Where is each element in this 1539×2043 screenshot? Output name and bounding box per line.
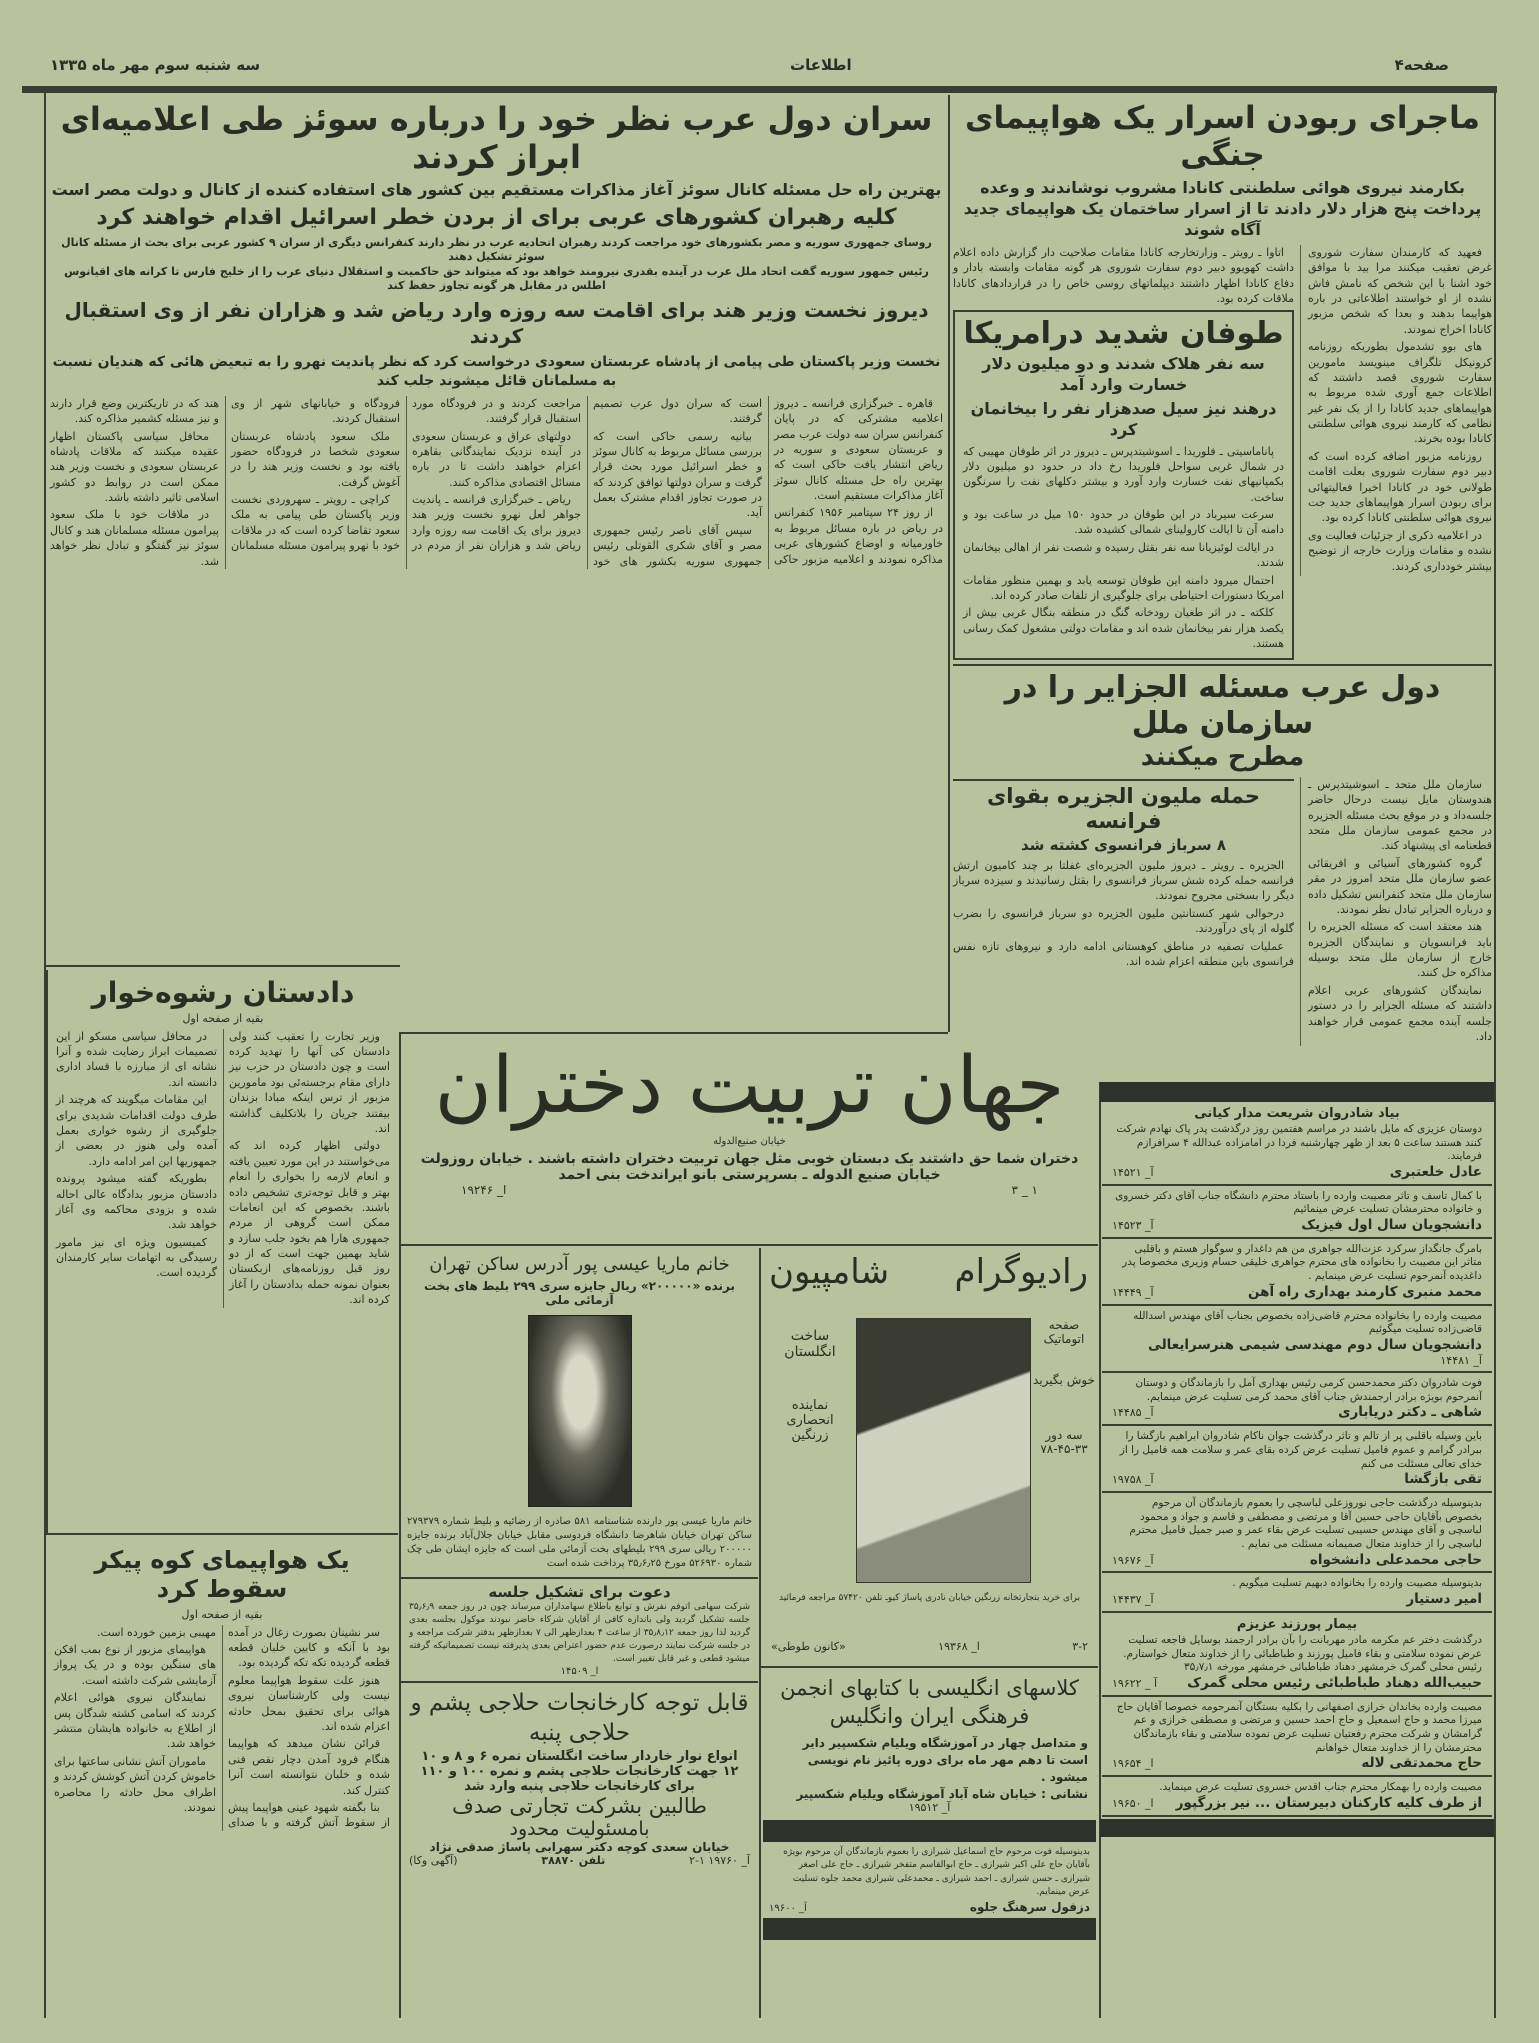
article-body xyxy=(56,1029,390,1308)
paragraph: اتاوا ـ رویتر ـ وزارتخارجه کانادا مقامات صلاحیت دار گزارش داده اعلام داشت کهویوو دبیر دوم سفارت شوروی هر گونه مقامات وابسته بادار و دفاع کانادا اظهار داشتند دیپلماتهای روسی خاص را در قراردادهای کانادا ملاقات کرده بود. xyxy=(953,245,1294,305)
notice-text: مصیبت وارده بخاندان خرازی اصفهانی را بکلیه بستگان آنمرحومه خصوصا آقایان حاج میرزا محمد و حاج اسمعیل و حاج احمد حسین و مرتضی و مصطفی خرازی و عم گرامشان و شرکت محترم رفعتیان تسلیت عرض نموده سلامتی و بقاء بازماندگان محترمشان را از خداوند متعال خواهانم xyxy=(1116,1700,1482,1754)
notice-code: ا_ ۱۹۶۵۴ xyxy=(1112,1757,1154,1771)
ad-title: خانم ماریا عیسی پور آدرس ساکن تهران xyxy=(429,1254,730,1275)
ad-code-right: ۱ _ ۳ xyxy=(1011,1182,1038,1197)
paragraph: های بوو تشدمول بطوریکه روزنامه کرونیکل تلگراف مینویسد مامورین سفارت شوروی قصد داشتند که اطلاعات جمع آوری شده مربوط به هواپیماهای جدید کانادا را از یک نفر غیر نظامی که کارمند نیروی هوائی سلطنتی کانادا بوده بخرند. xyxy=(1308,340,1492,446)
ad-agency: «کانون طوطی» xyxy=(771,1640,846,1653)
notice-code: ا_ ۱۹۶۵۰ xyxy=(1112,1796,1154,1810)
ad-code-2: ا_ ۱۹۳۶۸ xyxy=(938,1640,980,1653)
ad-body: شرکت سهامی اتوفم نفرش و توابع باطلاع سهامداران میرساند چون در روز جمعه ۳۵٫۶٫۹ جلسه تشکیل گردید ولی باندازه کافی از آقایان شرکاء حاضر نبودند موکول بجلسه بعدی گردید لذا روز جمعه ۳۵٫۸٫۱۲ از ساعت ۴ بعدازظهر الی ۷ بعدازظهر بدفتر شرکت مراجعه و در جلسه شرکت نمایند درصورت عدم حضور اعتراض بعدی پذیرفته نیست تصمیماتیکه گرفته میشود قطعی و غیر قابل تغییر است. xyxy=(409,1602,751,1665)
ad-body: و متداصل چهار در آموزشگاه ویلیام شکسپیر دایر است تا دهم مهر ماه برای دوره پائیز نام نویسی میشود . xyxy=(802,1735,1088,1785)
obituary-notice xyxy=(1102,1573,1492,1613)
article-body xyxy=(953,858,1294,970)
hear-label: خوش بگیرید xyxy=(1033,1373,1095,1387)
notice-code: آ _ ۱۹۶۲۲ xyxy=(1112,1676,1158,1690)
ad-line-2: ۱۲ جهت کارخانجات حلاجی پشم و نمره ۱۰۰ و ۱۱۰ xyxy=(420,1764,739,1780)
article-body xyxy=(963,444,1284,652)
notice-signature: امیر دستیار xyxy=(1406,1591,1482,1608)
ad-hallaji xyxy=(401,1683,758,1873)
headline: دول عرب مسئله الجزایر را در سازمان ملل xyxy=(1004,669,1441,741)
ad-brand: شامپیون xyxy=(769,1252,890,1292)
notice-code: آ_ ۱۴۵۲۳ xyxy=(1112,1218,1154,1232)
notice-signature: دانشجویان سال اول فیزیک xyxy=(1301,1216,1482,1233)
lead-2: رئیس جمهور سوریه گفت اتحاد ملل عرب در آینده بقدری نیرومند خواهد بود که میتواند حق حاکمیت و استقلال دنیای عرب را از خلیج فارس تا کرانه های اقیانوس اطلس در مقابل هر گونه تجاوز حفظ کند xyxy=(64,264,929,293)
obituary-notice xyxy=(1102,1306,1492,1373)
divider xyxy=(953,664,1492,666)
ad-line-3: برای کارخانجات حلاجی پنبه وارد شد xyxy=(464,1779,695,1795)
notice-signature: حاج محمدتقی لاله xyxy=(1361,1755,1482,1772)
auto-label: صفحه اتوماتیک xyxy=(1043,1318,1085,1346)
black-bar xyxy=(1100,1819,1494,1837)
ad-code: آ_ ۱۹۷۶۰ ۱-۲ xyxy=(689,1854,750,1868)
ad-footer: برای خرید بتجارتخانه زرنگین خیابان نادری پاساژ کیوـ تلفن ۵۷۴۲۰ مراجعه فرمائید xyxy=(778,1593,1081,1603)
article-plane-crash xyxy=(46,1540,398,1837)
ad-company: طالبین بشرکت تجارتی صدف xyxy=(452,1794,707,1819)
made-in-label: ساخت انگلستان xyxy=(784,1328,836,1360)
subheadline: سه نفر هلاک شدند و دو میلیون دلار خسارت وارد آمد xyxy=(982,354,1265,395)
ad-lottery-winner xyxy=(401,1248,758,1579)
winner-photo xyxy=(528,1315,632,1507)
paragraph: احتمال میرود دامنه این طوفان توسعه یابد و بهمین منظور مقامات امریکا دستورات احتیاطی برای جلوگیری از تلفات صادر کرده اند. xyxy=(963,573,1284,603)
ad-line-1: دختران شما حق داشتند یک دبستان خوبی مثل جهان تربیت دختران داشته باشند . خیابان روزولت xyxy=(420,1150,1079,1167)
notice-text: بدینوسیله درگذشت حاجی نوروزعلی لباسچی را بعموم بازماندگان آن مرحوم بخصوص بآقایان حاجی حسین آقا و مرتضی و مصطفی و قاسم و جواد و محمود لباسچی و آقای مهندس حسیبی تسلیت عرض بقاء عمر و صبر جمیل فامیل محترم لباسچی را از خداوند متعال صمیمانه مسئلت می نمایم . xyxy=(1129,1497,1482,1550)
headline: حمله ملیون الجزیره بقوای فرانسه xyxy=(987,783,1260,833)
paragraph: این مقامات میگویند که هرچند از طرف دولت اقدامات شدیدی برای جلوگیری از رشوه خواری بعمل آمده ولی هنوز در بعضی از جمهوریها این امر ادامه دارد. xyxy=(56,1093,217,1168)
notice-signature: دانشجویان سال دوم مهندسی شیمی هنرسرایعالی xyxy=(1147,1336,1482,1353)
notice-code: آ_ ۱۴۴۴۹ xyxy=(1112,1285,1154,1299)
obituary-notice xyxy=(1102,1186,1492,1239)
article-storm xyxy=(953,310,1294,659)
paragraph: در اعلامیه ذکری از جزئیات فعالیت وی نشده و مقامات وزارت خارجه از توضیح بیشتر خودداری کردند. xyxy=(1308,528,1492,573)
notice-code: آ_ ۱۹۷۵۸ xyxy=(1112,1473,1154,1487)
paragraph: هواپیمای مزبور از نوع بمب افکن های سنگین بوده و در یک پرواز آزمایشی شرکت داشته است. xyxy=(54,1642,216,1687)
top-right-block xyxy=(953,100,1492,1046)
ad-english-classes xyxy=(761,1668,1098,1820)
paragraph: بطوریکه گفته میشود پرونده دادستان مزبور بدادگاه عالی احاله شده و بزودی محاکمه وی آغاز خواهد شد. xyxy=(56,1172,217,1232)
article-body xyxy=(1300,777,1492,1047)
column-divider xyxy=(948,95,950,1032)
paragraph: قرائن نشان میدهد که هواپیما هنگام فرود آمدن دچار نقص فنی شده و خلبان نتوانسته است آنرا کنترل کند. xyxy=(228,1737,390,1797)
ad-meeting-invitation xyxy=(401,1579,758,1683)
article-body xyxy=(50,396,943,569)
notice-text: درگذشت دختر عم مکرمه مادر مهربانت را بآن برادر ارجمند بوسایل فاجعه تسلیت عرض نموده سلامتی و بقاء فامیل پورزند و طباطبائی را از خداوند متعال خواستارم. رئیس محلی گمرک خرمشهر دهناد طباطبائی خرمشهر مورخه ۳۵٫۷٫۱ xyxy=(1123,1633,1482,1674)
notice-code: آ_ ۱۴۴۸۵ xyxy=(1112,1406,1154,1420)
paragraph: هند معتقد است که مسئله الجزیره را باید فرانسویان و نمایندگان الجزیره خارج از سازمان ملل متحد بوسیله مذاکره حل کنند. xyxy=(1308,920,1492,980)
ad-title: جهان تربیت دختران xyxy=(434,1041,1065,1131)
ad-code: ۳-۲ xyxy=(1072,1640,1088,1653)
notice-signature: شاهی ـ دکتر دریاباری xyxy=(1338,1404,1482,1421)
paragraph: در ایالت لوئیزیانا سه نفر بقتل رسیده و شصت نفر از اهالی بیخانمان شدند. xyxy=(963,540,1284,570)
notice-signature: از طرف کلیه کارکنان دبیرستان ... نیر بزرگپور xyxy=(1175,1794,1482,1811)
paragraph: نمایندگان کشورهای عربی اعلام داشتند که مسئله الجزایر را در دستور جلسه آینده مجمع عمومی قرار خواهند داد. xyxy=(1308,983,1492,1044)
subheadline: بهترین راه حل مسئله کانال سوئز آغاز مذاکرات مستقیم بین کشور های استفاده کننده از کانال و دولت مصر است xyxy=(51,179,942,199)
paragraph: بیانیه رسمی حاکی است که بررسی مسائل مربوط به کانال سوئز و خطر اسرائیل مورد بحث قرار گرفت و سران دولتها توافق کردند که در صورت تجاوز اقدام مشترک بعمل آید. xyxy=(593,429,762,520)
paragraph: سازمان ملل متحد ـ اسوشیتدپرس ـ هندوستان مایل نیست درحال حاضر جلسه‌داد و در موقع بحث مسئله الجزیره در مجمع عمومی سازمان ملل متحد قطعنامه ای پیشنهاد کند. xyxy=(1308,777,1492,853)
subheadline-nehru: دیروز نخست وزیر هند برای اقامت سه روزه وارد ریاض شد و هزاران نفر از وی استقبال کردند xyxy=(64,298,929,349)
ad-girls-school xyxy=(401,1036,1098,1246)
subheadline-india: درهند نیز سیل صدهزار نفر را بیخانمان کرد xyxy=(970,398,1277,439)
ad-caption: خانم ماریا عیسی پور دارنده شناسنامه ۵۸۱ صادره از رضائیه و بلیط شماره ۲۷۹۳۷۹ ساکن تهران خیابان شاهرضا دانشگاه فردوسی مقابل خیابان جلال‌آباد برنده جایزه ۲۰۰۰۰۰ ریالی سری ۲۹۹ بلیطهای بخت آزمائی ملی است که جایزه ایشان طی چک شماره ۵۲۶۹۳۰ مورخ ۳۵٫۶٫۲۵ پرداخت شده است xyxy=(407,1516,753,1569)
paragraph: بنا بگفته شهود عینی هواپیما پیش از سقوط آتش گرفته و با صدای مهیبی بزمین خورده است. xyxy=(96,1625,390,1830)
black-bar xyxy=(763,1918,1096,1940)
ad-title: کلاسهای انگلیسی با کتابهای انجمن فرهنگی ایران وانگلیس xyxy=(780,1676,1079,1729)
notice-code: آ_ ۱۹۶۰۰ xyxy=(769,1902,807,1914)
continued-label: بقیه از صفحه اول xyxy=(181,1607,263,1621)
article-body xyxy=(953,245,1294,307)
obituary-notice xyxy=(1102,1373,1492,1426)
obituary-notice xyxy=(1102,1239,1492,1306)
subheadline: ۸ سرباز فرانسوی کشته شد xyxy=(1021,836,1226,855)
obituary-notice xyxy=(1102,1102,1492,1186)
notice-text: مصیبت وارده را بهمکار محترم جناب اقدس خسروی تسلیت عرض مینماید. xyxy=(1159,1781,1482,1794)
headline: طوفان شدید درامریکا xyxy=(963,316,1284,352)
ad-title: رادیوگرام xyxy=(954,1252,1088,1292)
article-body xyxy=(54,1625,390,1831)
paragraph: الجزیره ـ رویتر ـ دیروز ملیون الجزیره‌ای غفلتا بر چند کامیون ارتش فرانسه حمله کرده شش سرباز فرانسوی را بقتل رسانیدند و سیزده سرباز دیگر را بسختی مجروح نمودند. xyxy=(953,858,1294,903)
notice-text: دوستان عزیزی که مایل باشند در مراسم هفتمین روز درگذشت پدر پاک نهادم شرکت کنند هستند ساعت ۵ بعد از ظهر چهارشنبه فردا در امامزاده عبدالله ۴ سرافرازم فرمایند. xyxy=(1116,1122,1482,1163)
ad-radiogram xyxy=(761,1248,1098,1668)
speeds-label: سه دور ۳۳-۴۵-۷۸ xyxy=(1040,1428,1088,1456)
ad-company-2: بامسئولیت محدود xyxy=(509,1818,650,1841)
ad-code: آ_ ۱۹۵۱۲ xyxy=(908,1800,951,1814)
notice-body: بدینوسیله فوت مرحوم حاج اسماعیل شیرازی را بعموم بازماندگان آن مرحوم بویژه بآقایان حاج علی اکبر شیرازی ـ حاج ابوالقاسم متفخر شیرازی ـ حاج علی اصغر شیرازی ـ حسن شیرازی ـ احمد شیرازی ـ محمدعلی شیرازی محمد جلوه تسلیت عرض مینمایم. xyxy=(783,1846,1090,1898)
ad-code-left: ا_ ۱۹۲۴۶ xyxy=(461,1182,507,1197)
paragraph: نمایندگان نیروی هوائی اعلام کردند که اسامی کشته شدگان پس از اطلاع به خانواده هایشان منتشر خواهد شد. xyxy=(54,1691,216,1751)
paragraph: کمیسیون ویژه ای نیز مامور رسیدگی به اتهامات سایر کارمندان گردیده است. xyxy=(56,1235,217,1280)
notice-text: مصیبت وارده را بخانواده محترم قاضی‌زاده بخصوص بجناب آقای مهندس اسدالله قاضی‌زاده تسلیت میگوئیم xyxy=(1133,1309,1482,1336)
notice-title: بیاد شادروان شریعت مدار کیانی xyxy=(1194,1106,1400,1121)
paragraph: پاناماسیتی ـ فلوریدا ـ اسوشیتدپرس ـ دیروز در اثر طوفان مهیبی که در شمال غربی سواحل فلوریدا رخ داد در حدود دو میلیون دلار بکمپانیهای نفت خسارت وارد آورد و بیشتر دکلهای نفت را سرنگون ساخت. xyxy=(963,444,1284,504)
ad-agency: (آگهی وکا) xyxy=(409,1854,458,1868)
divider xyxy=(400,1032,948,1034)
subheadline-2: کلیه رهبران کشورهای عربی برای از بردن خطر اسرائیل اقدام خواهند کرد xyxy=(96,204,897,230)
article-algeria-un xyxy=(953,670,1492,1047)
paragraph: فعهید که کارمندان سفارت شوروی غرض تعقیب میکنند مرا بید با موافق خود اشنا با این شخص که نامش فاش نشده از او خواستند اطلاعاتی در باره هواپیما بدهند و بعدا که شخص مزبور کانادا اخراج نمودند. xyxy=(1308,245,1492,336)
continued-label: بقیه از صفحه اول xyxy=(182,1011,264,1025)
frame-right xyxy=(1494,93,1496,2018)
paragraph: ملک سعود پادشاه عربستان سعودی شخصا در فرودگاه حضور یافته بود و نخست وزیر هند را در آغوش گرفت. xyxy=(231,429,400,489)
paragraph: سر نشینان بصورت زغال در آمده بود با آنکه و کابین خلبان قطعه قطعه گردیده تکه تکه گردیده بود. xyxy=(228,1625,390,1670)
notice-text: باین وسیله باقلبی پر از تالم و تاثر درگذشت جوان ناکام شادروان ابراهیم بازگشا را ببرادر گرامم و عموم فامیل تسلیت عرض کرده بقای عمر و سلامت همه فامیل را از خدای تعالی مسئلت می کنم xyxy=(1119,1430,1482,1470)
divider xyxy=(45,965,400,967)
notice-text: بدینوسیله مصیبت وارده را بخانواده دبهیم تسلیت میگویم . xyxy=(1232,1577,1482,1590)
paragraph: سرعت سیرباد در این طوفان در حدود ۱۵۰ میل در ساعت بود و دامنه آن تا ایالت کارولینای شمالی کشیده شد. xyxy=(963,508,1284,537)
black-bar xyxy=(1100,1082,1494,1102)
ad-stack-right xyxy=(761,1248,1098,1940)
obituary-notice xyxy=(1102,1777,1492,1817)
subheadline: بکارمند نیروی هوائی سلطنتی کانادا مشروب نوشاندند و وعده پرداخت پنج هزار دلار دادند تا از اسرار ساختمان یک هواپیمای جدید آگاه شوند xyxy=(963,178,1482,239)
obituary-notice xyxy=(1102,1697,1492,1777)
notice-signature: حاجی محمدعلی دانشخواه xyxy=(1309,1551,1482,1568)
obituary-notice xyxy=(1102,1493,1492,1573)
paragraph: گروه کشورهای آسیائی و افریقائی عضو سازمان ملل متحد امروز در مقر سازمان ملل متحد کنفرانس تشکیل داده و درباره الجزایر تبادل نظر نمودند. xyxy=(1308,856,1492,916)
ad-subtitle: برنده «۲۰۰۰۰۰» ریال جایزه سری ۲۹۹ بلیط های بخت آزمائی ملی xyxy=(423,1279,735,1307)
paragraph: درحوالی شهر کنستانتین ملیون الجزیره دو سرباز فرانسوی را بضرب گلوله از پای درآوردند. xyxy=(953,906,1294,936)
radiogram-illustration xyxy=(856,1318,1031,1583)
newspaper-name: اطلاعات xyxy=(790,56,852,74)
paragraph: قاهره ـ خبرگزاری فرانسه ـ دیروز اعلامیه مشترکی که در پایان کنفرانس سران سه دولت عرب مصر و عربستان سعودی و سوریه در ریاض انتشار یافت حاکی است که بهترین راه حل مسئله کانال سوئز آغاز مذاکرات مستقیم است. xyxy=(774,396,943,503)
notice-signature: تقی بازگشا xyxy=(1404,1471,1482,1488)
paragraph: محافل سیاسی پاکستان اظهار عقیده میکنند که ملاقات پادشاه عربستان سعودی و نخست وزیر هند ممکن است در روابط دو کشور اسلامی تاثیر داشته باشد. xyxy=(50,429,219,505)
notice-signature: دزفول سرهنگ جلوه xyxy=(969,1899,1090,1914)
ad-address: نشانی : خیابان شاه آباد آموزشگاه ویلیام شکسپیر xyxy=(796,1786,1088,1801)
notice-code: آ_ ۱۴۵۲۱ xyxy=(1112,1165,1154,1179)
ad-street: خیابان صنیع‌الدوله xyxy=(713,1135,786,1147)
obituaries-block xyxy=(1100,1082,1494,1837)
ad-stack-left xyxy=(401,1248,758,1873)
notice-condolence xyxy=(761,1842,1098,1918)
paragraph: کلکته ـ در اثر طغیان رودخانه گنگ در منطقه بنگال غربی بیش از یکصد هزار نفر بیخانمان شده اند و مقامات دولتی مشغول کمک رسانی هستند. xyxy=(963,606,1284,651)
obituary-notice xyxy=(1102,1426,1492,1493)
notice-text: با کمال تاسف و تاثر مصیبت وارده را باستاد محترم دانشگاه جناب آقای دکتر خسروی و خانواده محترمشان تسلیت عرض مینمائیم xyxy=(1115,1189,1482,1216)
agent-label: نماینده انحصاری زرنگین xyxy=(786,1398,834,1443)
notice-signature: محمد منبری کارمند بهداری راه آهن xyxy=(1247,1283,1482,1300)
headline-line2: مطرح میکنند xyxy=(1140,741,1305,772)
ad-line-1: انواع نوار خاردار ساخت انگلستان نمره ۶ و ۸ و ۱۰ xyxy=(421,1749,738,1765)
subheadline-pakistan: نخست وزیر پاکستان طی پیامی از پادشاه عربستان سعودی درخواست کرد که نظر پاندیت نهرو را به تبعیض هائی که هندیان نسبت به مسلمانان قائل میشوند جلب کند xyxy=(52,354,941,389)
paragraph: ماموران آتش نشانی ساعتها برای خاموش کردن آتش کوشش کردند و اطراف محل حادثه را محاصره نمودند. xyxy=(54,1754,216,1814)
notice-title: بیمار پورزند عزیزم xyxy=(1236,1617,1358,1632)
lead-1: روسای جمهوری سوریه و مصر بکشورهای خود مراجعت کردند رهبران اتحادیه عرب در نظر دارند کنفرانس دیگری از سران ۹ کشور عربی برای بحث از مسئله کانال سوئز تشکیل دهند xyxy=(61,236,932,264)
issue-date: سه شنبه سوم مهر ماه ۱۳۳۵ xyxy=(50,56,261,74)
paragraph: کراچی ـ رویتر ـ سهروردی نخست وزیر پاکستان طی پیامی به ملک سعود تقاضا کرده است که در ملاقات خود با نهرو پیرامون مسئله مسلمانان هند که در تاریکترین وضع قرار دارند و نیز مسئله کشمیر مذاکره کند. xyxy=(50,396,400,553)
black-bar xyxy=(763,1820,1096,1842)
paragraph: وزیر تجارت را تعقیب کنند ولی دادستان کی آنها را تهدید کرده است و چون دادستان در حزب نیز دارای مقام برجسته‌ئی بود مامورین مزبور از ترس اینکه مبادا بزندان بیفتند جریان را بلاتکلیف گذاشته اند. xyxy=(229,1029,390,1135)
article-body-continued xyxy=(1300,245,1492,576)
article-plane-secrets xyxy=(953,100,1492,660)
paragraph: در ملاقات خود با ملک سعود پیرامون مسئله مسلمانان هند و کانال سوئز نیز گفتگو و تبادل نظر خواهد شد. xyxy=(50,508,219,568)
ad-title: قابل توجه کارخانجات حلاجی پشم و حلاجی پنبه xyxy=(410,1690,749,1747)
paragraph: ریاض ـ خبرگزاری فرانسه ـ پاندیت جواهر لعل نهرو نخست وزیر هند دیروز برای یک اقامت سه روزه وارد ریاض شد و هزاران نفر از مردم در فرودگاه و خیابانهای شهر از وی استقبال کردند. xyxy=(231,396,581,553)
notice-code: آ_ ۱۴۴۸۱ xyxy=(1440,1353,1482,1367)
paragraph: عملیات تصفیه در مناطق کوهستانی ادامه دارد و نیروهای تازه نفس فرانسوی باین منطقه اعزام شده اند. xyxy=(953,939,1294,968)
article-algeria-attack xyxy=(953,777,1300,972)
notice-code: آ_ ۱۴۴۳۷ xyxy=(1112,1593,1154,1607)
paragraph: در محافل سیاسی مسکو از این تصمیمات ابراز رضایت شده و آنرا نشانه ای از مبارزه با فساد اداری دانسته اند. xyxy=(56,1029,217,1089)
obituary-notice xyxy=(1102,1613,1492,1697)
paragraph: دولتهای عراق و عربستان سعودی در آینده نزدیک نمایندگانی بقاهره اعزام خواهند داشت تا در باره مسائل اقتصادی مذاکره کنند. xyxy=(412,429,581,489)
ad-code: ا_ ۱۴۵۰۹ xyxy=(560,1666,599,1678)
notice-signature: حبیب‌الله دهناد طباطبائی رئیس محلی گمرک xyxy=(1187,1674,1482,1691)
ad-title: دعوت برای تشکیل جلسه xyxy=(488,1583,671,1601)
paragraph: سپس آقای ناصر رئیس جمهوری مصر و آقای شکری القوتلی رئیس جمهوری سوریه بکشور های خود مراجعت کردند و در فرودگاه مورد استقبال قرار گرفتند. xyxy=(412,396,762,568)
headline: یک هواپیمای کوه پیکر سقوط کرد xyxy=(94,1546,350,1603)
paragraph: روزنامه مزبور اضافه کرده است که دبیر دوم سفارت شوروی بعلت اقامت طولانی خود در کانادا اخیرا فعالیتهائی برای ربودن اسرار هواپیماهای جدید جت نیروی هوائی سلطنتی کانادا کرده بود. xyxy=(1308,449,1492,525)
ad-line-2: خیابان صنیع الدوله ـ بسرپرستی بانو ایراندخت بنی احمد xyxy=(558,1166,941,1183)
paragraph: از روز ۲۴ سپتامبر ۱۹۵۶ کنفرانس در ریاض در باره مسائل مربوط به خاورمیانه و اوضاع کشورهای عربی مذاکره نمودند و اعلامیه مزبور حاکی است که سران دول عرب تصمیم گرفتند. xyxy=(593,396,943,566)
notice-signature: عادل خلعتبری xyxy=(1389,1163,1482,1180)
masthead-rule xyxy=(22,86,1497,93)
headline: دادستان رشوه‌خوار xyxy=(91,976,355,1009)
ad-phone: تلفن ۳۸۸۷۰ xyxy=(541,1854,606,1868)
article-prosecutor xyxy=(46,970,398,1535)
obituaries-column xyxy=(1100,1102,1494,1817)
headline: سران دول عرب نظر خود را درباره سوئز طی اعلامیه‌ای ابراز کردند xyxy=(60,100,933,177)
headline: ماجرای ربودن اسرار یک هواپیمای جنگی xyxy=(965,100,1480,174)
notice-code: آ_ ۱۹۶۷۶ xyxy=(1112,1553,1154,1567)
page-number: صفحه۴ xyxy=(1394,56,1449,74)
ad-address: خیابان سعدی کوچه دکتر سهرابی پاساژ صدقی نژاد xyxy=(429,1840,730,1855)
notice-text: بامرگ جانگداز سرکرد عزت‌الله جواهری من هم داغدار و سوگوار هستم و باقلبی متاثر این مصیبت را بخانواده های محترم جواهری خلیقی حسام وزیری مخصوصا پدر داغدیده آنمرحوم تسلیت عرض مینمایم . xyxy=(1122,1242,1482,1283)
article-suez xyxy=(50,100,943,569)
notice-text: فوت شادروان دکتر محمدحسن کرمی رئیس بهداری آمل را بازماندگان و دوستان آنمرحوم بویژه برادر ارجمندش جناب آقای محمد کرمی تسلیت عرض مینمایم. xyxy=(1135,1377,1482,1403)
paragraph: هنوز علت سقوط هواپیما معلوم نیست ولی کارشناسان نیروی هوائی برای تحقیق بمحل حادثه اعزام شده اند. xyxy=(228,1673,390,1733)
paragraph: دولتی اظهار کرده اند که می‌خواستند در این مورد تعیین یافته و انعام لازمه را بخواری را انعام بهتر و قابل توجه‌تری تشخیص داده باشند. بخصوص که این انعامات ممکن است گروهی از مردم جمهوری هارا هم بخود جلب سازد و شاید بهمین جهت است که از دو روز قبل روزنامه‌های ازبکستان بعنوان نمونه حمله بدادستان را آغاز کرده اند. xyxy=(229,1139,390,1307)
